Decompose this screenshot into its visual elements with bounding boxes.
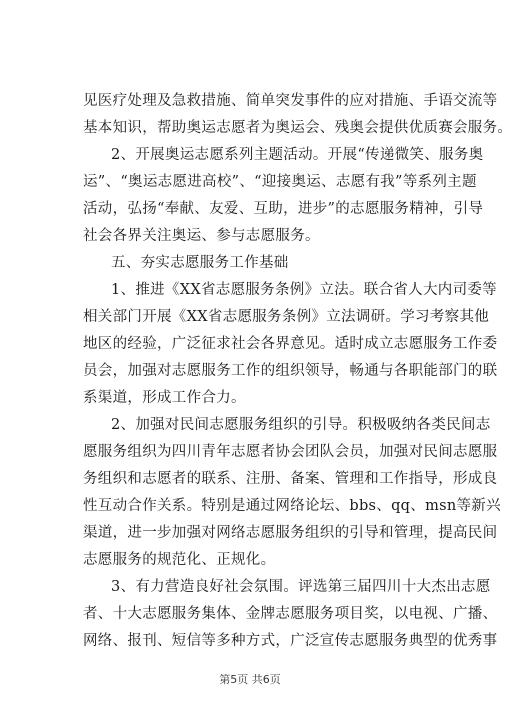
text-line: 相关部门开展《XX省志愿服务条例》立法调研。学习考察其他 <box>83 309 490 325</box>
text-line: 活动，弘扬“奉献、友爱、互助，进步”的志愿服务精神，引导 <box>83 201 484 217</box>
document-body <box>83 88 512 655</box>
text-line: 网络、报刊、短信等多种方式，广泛宣传志愿服务典型的优秀事 <box>83 633 498 649</box>
text-line: 者、十大志愿服务集体、金牌志愿服务项目奖，以电视、广播、 <box>83 606 498 622</box>
para-continuation <box>83 88 512 142</box>
section-heading-5 <box>83 250 423 277</box>
text-line: 渠道，进一步加强对网络志愿服务组织的引导和管理，提高民间 <box>83 525 498 541</box>
page-footer: 第5页 共6页 <box>219 673 281 686</box>
text-line: 2、开展奥运志愿系列主题活动。开展“传递微笑、服务奥 <box>111 147 484 163</box>
text-line: 员会，加强对志愿服务工作的组织领导，畅通与各职能部门的联 <box>83 363 498 379</box>
text-line: 系渠道，形成工作合力。 <box>83 390 246 406</box>
text-line: 志愿服务的规范化、正规化。 <box>83 552 276 568</box>
para-item-2-civil-organizations <box>83 412 501 574</box>
text-line: 2、加强对民间志愿服务组织的引导。积极吸纳各类民间志 <box>111 417 491 433</box>
text-line: 见医疗处理及急救措施、简单突发事件的应对措施、手语交流等 <box>83 93 498 109</box>
text-line: 地区的经验，广泛征求社会各界意见。适时成立志愿服务工作委 <box>83 336 498 352</box>
text-line: 务组织和志愿者的联系、注册、备案、管理和工作指导，形成良 <box>83 471 498 487</box>
text-line: 愿服务组织为四川青年志愿者协会团队会员，加强对民间志愿服 <box>83 444 498 460</box>
text-line: 运”、“奥运志愿进高校”、“迎接奥运、志愿有我”等系列主题 <box>83 174 477 190</box>
text-line: 3、有力营造良好社会氛围。评选第三届四川十大杰出志愿 <box>111 579 491 595</box>
text-line: 基本知识，帮助奥运志愿者为奥运会、残奥会提供优质赛会服务。 <box>83 120 512 136</box>
para-item-3-social-atmosphere <box>83 574 498 655</box>
text-line: 社会各界关注奥运、参与志愿服务。 <box>83 228 320 244</box>
text-line: 1、推进《XX省志愿服务条例》立法。联合省人大内司委等 <box>111 282 497 298</box>
text-line: 性互动合作关系。特别是通过网络论坛、bbs、qq、msn等新兴 <box>83 498 501 514</box>
section-heading-text: 五、夯实志愿服务工作基础 <box>111 255 289 271</box>
para-item-2-olympic-activities <box>83 142 484 250</box>
para-item-1-legislation <box>83 277 498 412</box>
